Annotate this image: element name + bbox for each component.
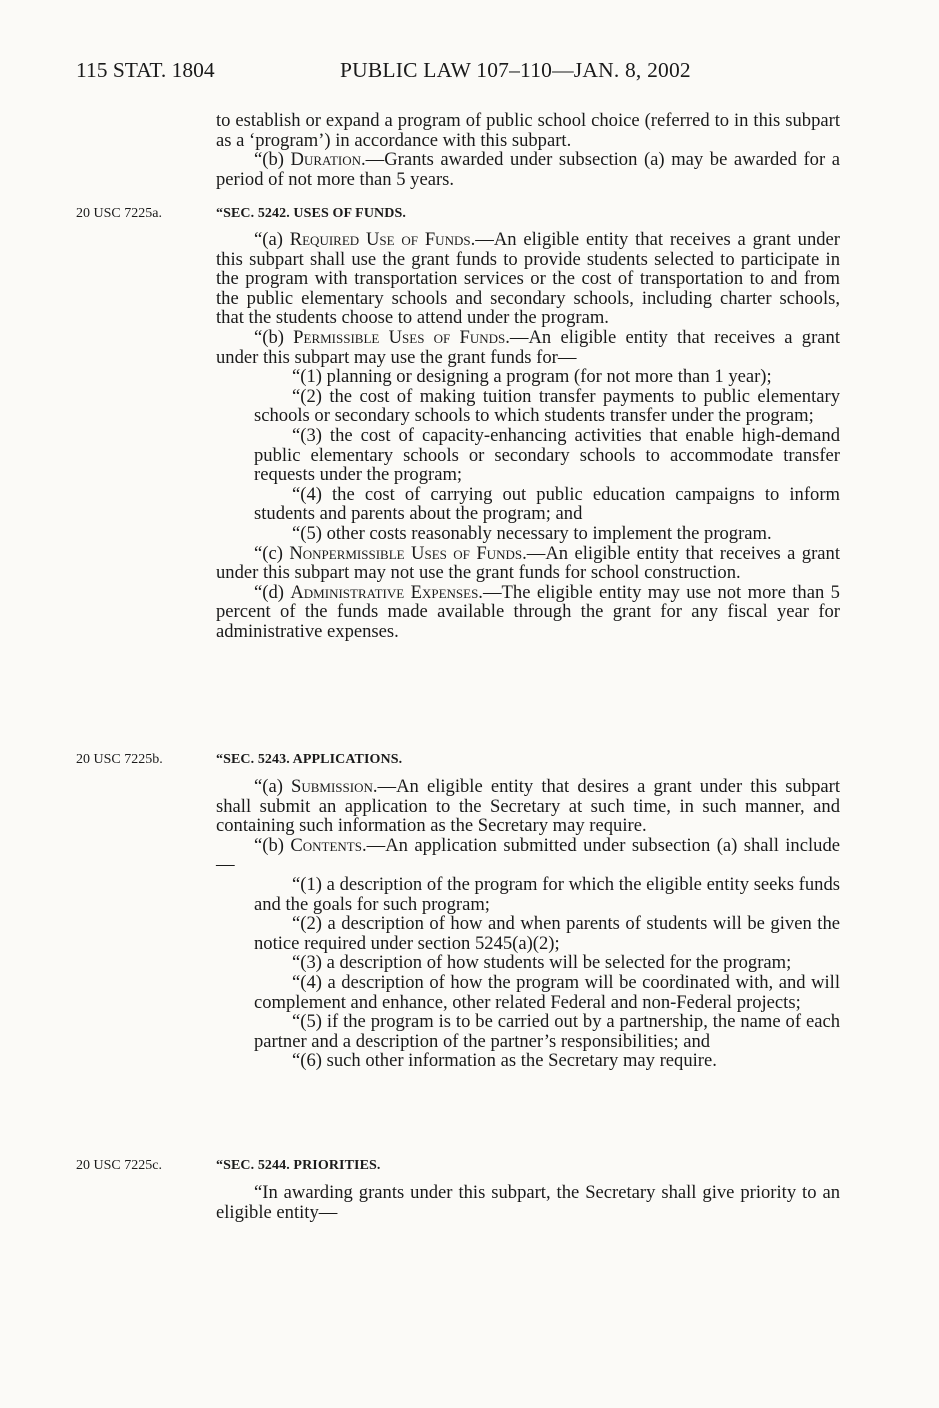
margin-note-5242: 20 USC 7225a. (76, 206, 162, 221)
intro-block (216, 111, 840, 189)
duration-heading: Duration (290, 149, 362, 171)
margin-note-5243: 20 USC 7225b. (76, 752, 163, 767)
list-item: “(2) a description of how and when parents of students will be given the notice required under section 5245(a)(2); (254, 913, 840, 954)
required-use-paragraph: “(a) Required Use of Funds.—An eligible entity that receives a grant under this subpart shall use the grant funds to provide students selected to participate in the program with transportation services or the cost of transportation to and from the public elementary schools and secondary schools, including charter schools, that the students choose to attend under the program. (216, 229, 840, 329)
list-item: “(3) a description of how students will be selected for the program; (292, 952, 792, 974)
duration-paragraph: “(b) Duration.—Grants awarded under subsection (a) may be awarded for a period of not more than 5 years. (216, 149, 840, 190)
statute-page-reference: 115 STAT. 1804 (76, 58, 215, 82)
public-law-title: PUBLIC LAW 107–110—JAN. 8, 2002 (340, 58, 691, 82)
list-item: “(4) the cost of carrying out public education campaigns to inform students and parents about the program; and (254, 483, 840, 525)
list-item: “(1) a description of the program for which the eligible entity seeks funds and the goals for such program; (254, 873, 840, 915)
section-5244-body (216, 1183, 840, 1222)
submission-paragraph: “(a) Submission.—An eligible entity that desires a grant under this subpart shall submit an application to the Secretary at such time, in such manner, and containing such information as the Secretary may require. (216, 776, 840, 837)
list-item: “(6) such other information as the Secretary may require. (292, 1050, 717, 1072)
section-5242-body (216, 230, 840, 641)
administrative-expenses-paragraph: “(d) Administrative Expenses.—The eligible entity may use not more than 5 percent of the funds made available through the grant for any fiscal year for administrative expenses. (216, 581, 840, 642)
list-item: “(2) the cost of making tuition transfer payments to public elementary schools or secondary schools to which students transfer under the program; (254, 385, 840, 427)
section-heading-5242: “SEC. 5242. USES OF FUNDS. (216, 206, 406, 221)
nonpermissible-uses-paragraph: “(c) Nonpermissible Uses of Funds.—An eligible entity that receives a grant under this subpart may not use the grant funds for school construction. (216, 542, 840, 584)
priorities-paragraph: “In awarding grants under this subpart, the Secretary shall give priority to an eligible entity— (216, 1182, 840, 1223)
margin-note-5244: 20 USC 7225c. (76, 1158, 162, 1173)
list-item: “(4) a description of how the program will be coordinated with, and will complement and enhance, other related Federal and non-Federal projects; (254, 971, 840, 1013)
section-heading-5244: “SEC. 5244. PRIORITIES. (216, 1158, 381, 1173)
section-5243-body (216, 777, 840, 1071)
section-heading-5243: “SEC. 5243. APPLICATIONS. (216, 752, 403, 767)
continuation-paragraph: to establish or expand a program of public school choice (referred to in this subpart as a ‘program’) in accordance with this subpart. (216, 110, 840, 151)
contents-paragraph: “(b) Contents.—An application submitted under subsection (a) shall include— (216, 834, 840, 876)
list-item: “(5) if the program is to be carried out by a partnership, the name of each partner and a description of the partner’s responsibilities; and (254, 1011, 840, 1052)
list-item: “(3) the cost of capacity-enhancing activities that enable high-demand public elementary schools or secondary schools to accommodate transfer requests under the program; (254, 424, 840, 486)
list-item: “(1) planning or designing a program (for not more than 1 year); (292, 366, 772, 388)
page-header (0, 58, 939, 98)
list-item: “(5) other costs reasonably necessary to implement the program. (292, 522, 772, 544)
permissible-uses-paragraph: “(b) Permissible Uses of Funds.—An eligible entity that receives a grant under this subpart may use the grant funds for— (216, 326, 840, 368)
